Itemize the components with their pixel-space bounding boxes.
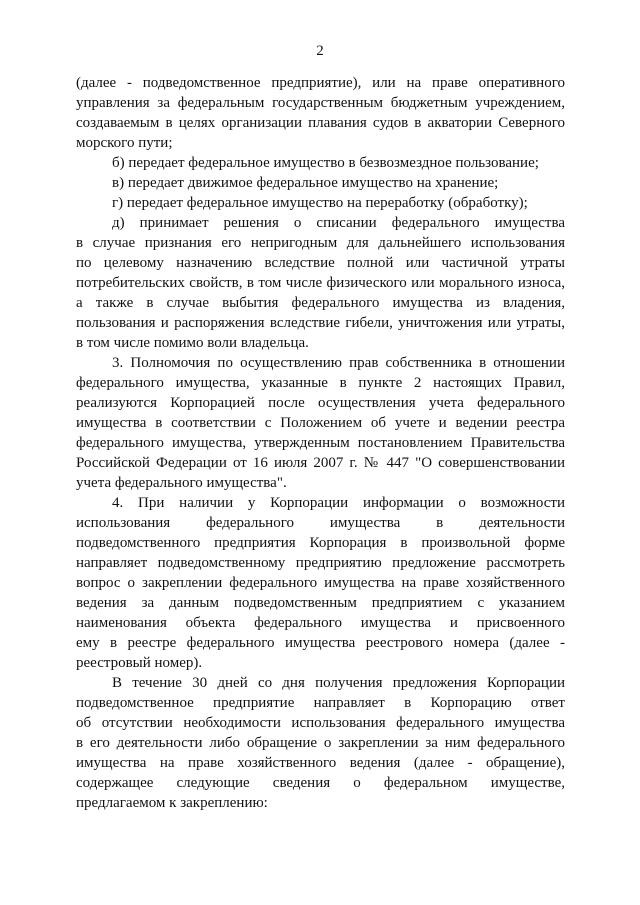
paragraph-clause-4-cont bbox=[76, 673, 565, 813]
text-line: подведомственного предприятия Корпорация в произвольной форме bbox=[76, 535, 565, 551]
text-line: вопрос о закреплении федерального имущества на праве хозяйственного bbox=[76, 575, 565, 591]
text-line: д) принимает решения о списании федерального имущества bbox=[112, 215, 565, 231]
text-line: имущества в соответствии с Положением об учете и ведении реестра bbox=[76, 415, 565, 431]
text-line: по целевому назначению вследствие полной или частичной утраты bbox=[76, 255, 565, 271]
text-line: реализуются Корпорацией после осуществления учета федерального bbox=[76, 395, 565, 411]
text-line: пользования и распоряжения вследствие гибели, уничтожения или утраты, bbox=[76, 315, 565, 331]
paragraph-item-v bbox=[76, 173, 565, 193]
text-line: управления за федеральным государственным бюджетным учреждением, bbox=[76, 95, 565, 111]
text-line: В течение 30 дней со дня получения предложения Корпорации bbox=[112, 675, 565, 691]
text-line: подведомственное предприятие направляет в Корпорацию ответ bbox=[76, 695, 565, 711]
text-line: создаваемым в целях организации плавания судов в акватории Северного bbox=[76, 115, 565, 131]
text-line: имущества на праве хозяйственного ведения (далее - обращение), bbox=[76, 755, 565, 771]
text-line: федерального имущества, указанные в пункте 2 настоящих Правил, bbox=[76, 375, 565, 391]
text-line: 3. Полномочия по осуществлению прав собственника в отношении bbox=[112, 355, 565, 371]
text-line: использования федерального имущества в деятельности bbox=[76, 515, 565, 531]
paragraph-continuation bbox=[76, 73, 565, 153]
text-line: в его деятельности либо обращение о закреплении за ним федерального bbox=[76, 735, 565, 751]
text-line: об отсутствии необходимости использования федерального имущества bbox=[76, 715, 565, 731]
paragraph-clause-4 bbox=[76, 493, 565, 673]
text-line: направляет подведомственному предприятию предложение рассмотреть bbox=[76, 555, 565, 571]
text-line: б) передает федеральное имущество в безвозмездное пользование; bbox=[112, 155, 539, 171]
text-line: потребительских свойств, в том числе физического или морального износа, bbox=[76, 275, 565, 291]
text-line: реестровый номер). bbox=[76, 655, 203, 671]
paragraph-item-g bbox=[76, 193, 565, 213]
text-line: в случае признания его непригодным для дальнейшего использования bbox=[76, 235, 565, 251]
text-line: Российской Федерации от 16 июля 2007 г. № 447 "О совершенствовании bbox=[76, 455, 565, 471]
paragraph-clause-3 bbox=[76, 353, 565, 493]
text-line: (далее - подведомственное предприятие), или на праве оперативного bbox=[76, 75, 565, 91]
text-line: ему в реестре федерального имущества реестрового номера (далее - bbox=[76, 635, 565, 651]
paragraph-item-b bbox=[76, 153, 565, 173]
text-line: ведения за данным подведомственным предприятием с указанием bbox=[76, 595, 565, 611]
text-line: наименования объекта федерального имущества и присвоенного bbox=[76, 615, 565, 631]
page-number: 2 bbox=[316, 43, 324, 59]
text-line: содержащее следующие сведения о федеральном имуществе, bbox=[76, 775, 565, 791]
text-line: в том числе помимо воли владельца. bbox=[76, 335, 309, 351]
paragraph-item-d bbox=[76, 213, 565, 353]
text-line: морского пути; bbox=[76, 135, 173, 151]
text-line: федерального имущества, утвержденным постановлением Правительства bbox=[76, 435, 565, 451]
text-line: в) передает движимое федеральное имущество на хранение; bbox=[112, 175, 499, 191]
text-line: а также в случае выбытия федерального имущества из владения, bbox=[76, 295, 565, 311]
text-line: 4. При наличии у Корпорации информации о возможности bbox=[112, 495, 565, 511]
document-body bbox=[76, 73, 565, 813]
text-line: учета федерального имущества". bbox=[76, 475, 287, 491]
text-line: г) передает федеральное имущество на переработку (обработку); bbox=[112, 195, 528, 211]
text-line: предлагаемом к закреплению: bbox=[76, 795, 268, 811]
